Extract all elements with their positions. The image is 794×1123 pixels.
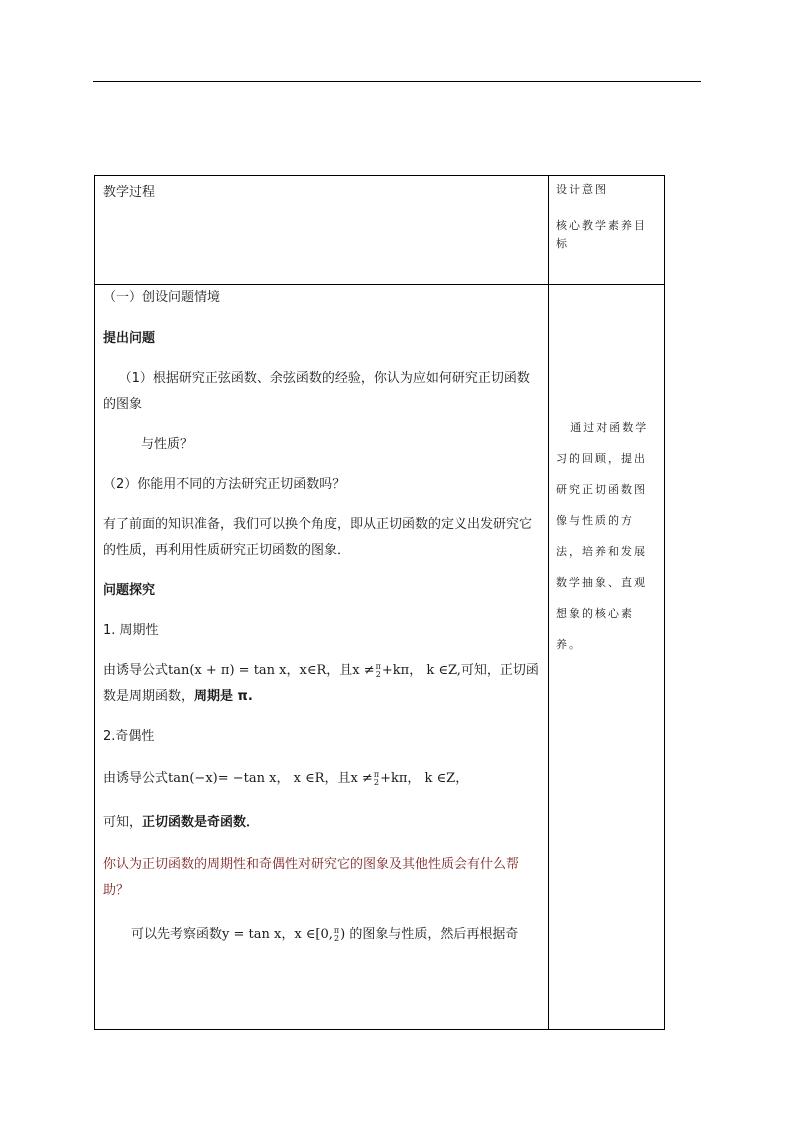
literacy-header: 核心教学素养目标 bbox=[556, 219, 647, 250]
pi-over-2-fraction bbox=[376, 663, 381, 679]
question-1-cont: 与性质？ bbox=[141, 437, 194, 452]
last-line bbox=[103, 922, 540, 948]
parity-prefix: 由诱导公式 bbox=[103, 771, 169, 786]
question-2: （2）你能用不同的方法研究正切函数吗？ bbox=[103, 477, 346, 492]
last-formula-tail: ) bbox=[340, 927, 346, 942]
fraction-numerator: π bbox=[333, 925, 340, 935]
periodicity-formula-tail: +kπ， k ∈Z, bbox=[381, 663, 461, 678]
heading-explore: 问题探究 bbox=[103, 583, 156, 598]
heading-question: 提出问题 bbox=[103, 331, 156, 346]
intent-header-cell bbox=[549, 176, 665, 285]
last-formula: y = tan x，x ∈[0, bbox=[222, 927, 333, 942]
design-intent-text: 通过对函数学习的回顾，提出研究正切函数图像与性质的方法，培养和发展数学抽象、直观想象的核心素养。 bbox=[556, 421, 649, 651]
fraction-denominator: 2 bbox=[373, 777, 379, 787]
parity-conclusion-prefix: 可知， bbox=[103, 815, 143, 830]
process-content-cell bbox=[95, 285, 549, 1030]
periodicity-conclusion: 周期是 π. bbox=[194, 689, 253, 704]
parity-formula-tail: +kπ， k ∈Z， bbox=[380, 771, 469, 786]
pi-over-2-fraction bbox=[334, 927, 339, 943]
section-title: （一）创设问题情境 bbox=[103, 290, 221, 305]
header-rule bbox=[93, 81, 701, 82]
parity-conclusion: 正切函数是奇函数． bbox=[142, 815, 260, 830]
pi-over-2-fraction bbox=[374, 771, 379, 787]
item-periodicity-title: 1. 周期性 bbox=[103, 623, 159, 638]
intent-content-cell bbox=[549, 285, 665, 1030]
last-prefix: 可以先考察函数 bbox=[131, 927, 223, 942]
item-periodicity-text bbox=[103, 658, 540, 710]
intent-header: 设计意图 bbox=[556, 183, 608, 196]
lesson-table bbox=[94, 175, 665, 1030]
paragraph-intro: 有了前面的知识准备，我们可以换个角度，即从正切函数的定义出发研究它的性质，再利用性质研究正切函数的图象． bbox=[103, 517, 533, 558]
question-1: （1）根据研究正弦函数、余弦函数的经验，你认为应如何研究正切函数的图象 bbox=[103, 371, 530, 412]
item-parity-conclusion bbox=[103, 810, 540, 836]
process-header: 教学过程 bbox=[103, 185, 156, 200]
fraction-numerator: π bbox=[373, 769, 380, 779]
periodicity-formula: tan(x + π) = tan x，x∈R，且x ≠ bbox=[168, 663, 375, 678]
table-body-row bbox=[95, 285, 665, 1030]
periodicity-prefix: 由诱导公式 bbox=[103, 663, 169, 678]
item-parity-formula bbox=[103, 766, 540, 792]
parity-formula: tan(−x)= −tan x， x ∈R，且x ≠ bbox=[168, 771, 373, 786]
table-header-row bbox=[95, 176, 665, 285]
fraction-denominator: 2 bbox=[333, 933, 340, 943]
item-parity-title: 2.奇偶性 bbox=[103, 729, 155, 744]
last-suffix: 的图象与性质，然后再根据奇 bbox=[345, 927, 519, 942]
fraction-numerator: π bbox=[375, 661, 381, 671]
guiding-question: 你认为正切函数的周期性和奇偶性对研究它的图象及其他性质会有什么帮助？ bbox=[103, 857, 520, 898]
process-header-cell bbox=[95, 176, 549, 285]
periodicity-suffix: 可知，正切函数是周期函数， bbox=[103, 663, 539, 704]
fraction-denominator: 2 bbox=[375, 669, 381, 679]
